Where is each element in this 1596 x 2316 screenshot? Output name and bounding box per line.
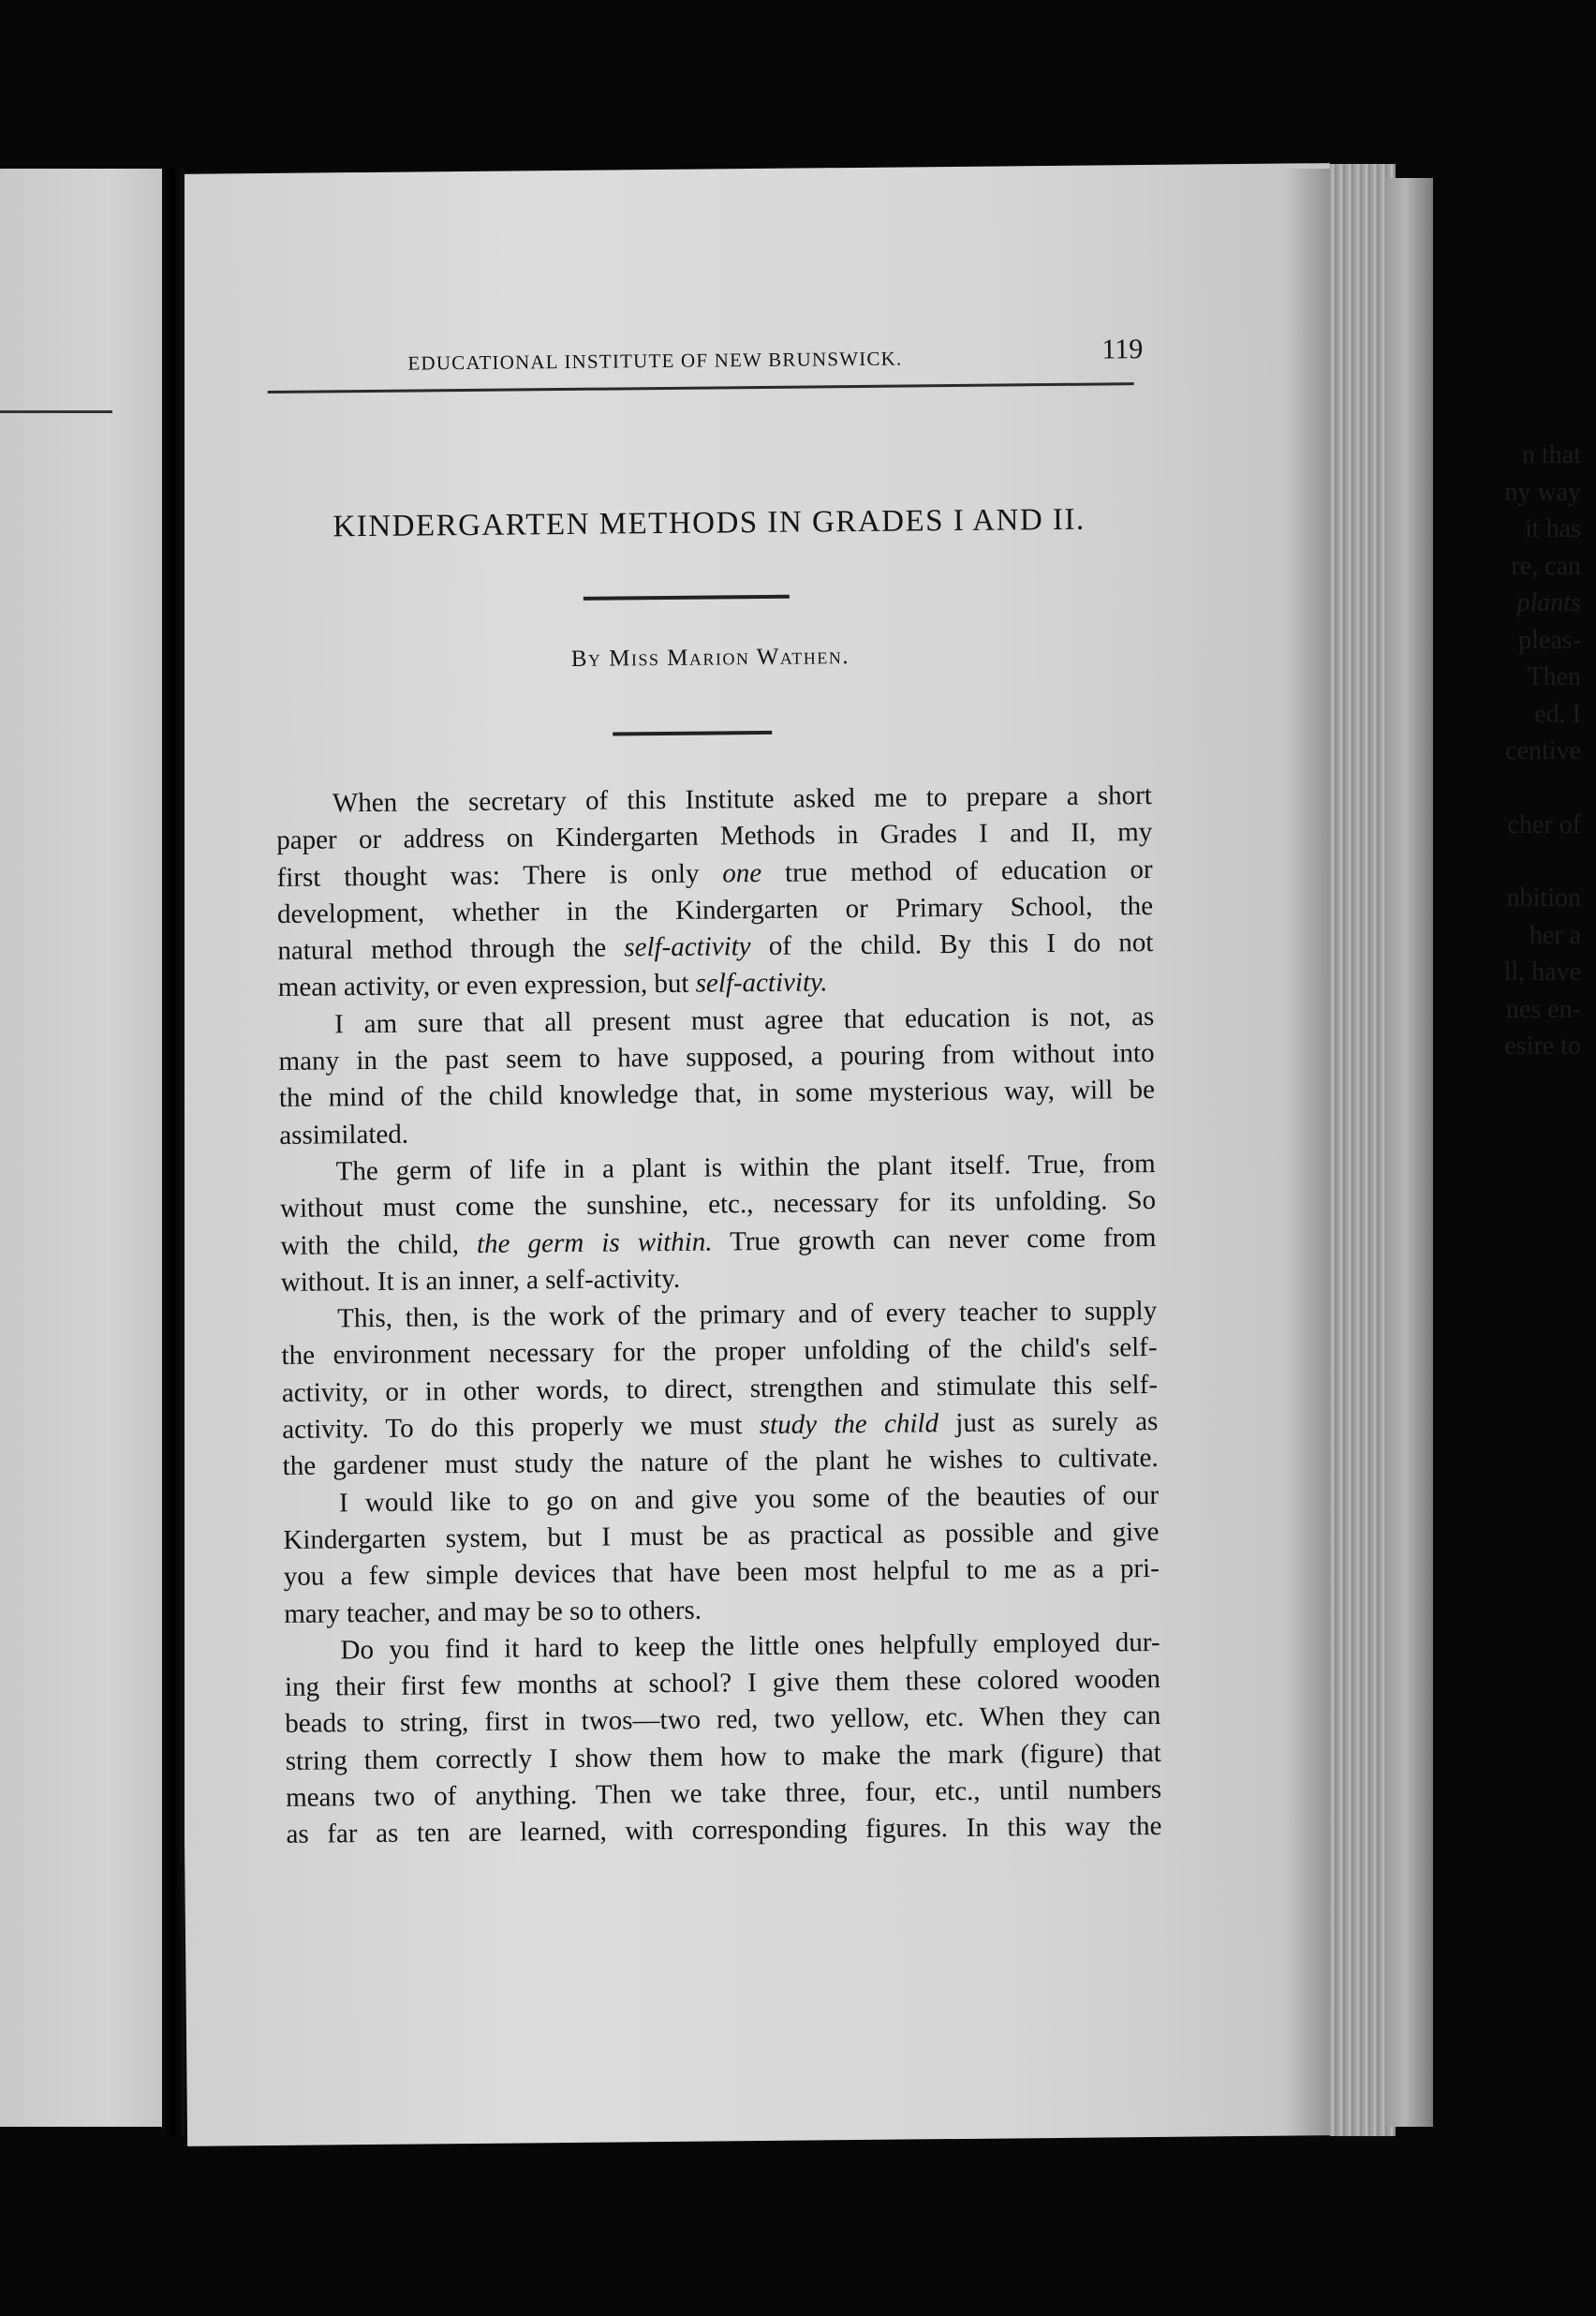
body-text: first thought was: There is only xyxy=(276,858,723,893)
book-cover-edge xyxy=(1386,178,1433,2127)
emphasis-text: self-activity. xyxy=(695,967,828,1000)
emphasis-text: self-activity xyxy=(624,931,751,963)
body-text: of the child. By this I do not xyxy=(750,928,1154,962)
body-text: I am sure that all present must agree that education is not, as xyxy=(334,1001,1155,1040)
body-text: When the secretary of this Institute asked me to prepare a short xyxy=(332,780,1153,819)
book-gutter xyxy=(162,169,185,2136)
previous-page-line: re, can xyxy=(1511,551,1581,581)
title-rule xyxy=(584,595,790,601)
running-head-title: EDUCATIONAL INSTITUTE OF NEW BRUNSWICK. xyxy=(407,347,903,375)
article-title: KINDERGARTEN METHODS IN GRADES I AND II. xyxy=(332,502,1086,544)
previous-page-line: pleas- xyxy=(1518,625,1581,655)
previous-page-line: ll, have xyxy=(1503,958,1581,987)
previous-page-line: it has xyxy=(1525,514,1581,543)
header-rule xyxy=(268,382,1134,393)
body-text: activity. To do this properly we must xyxy=(282,1410,760,1445)
emphasis-text: study the child xyxy=(759,1408,939,1441)
body-text: I would like to go on and give you some of the beauties of our xyxy=(338,1479,1160,1519)
body-text: as far as ten are learned, with corresponding figures. In this way the xyxy=(286,1811,1162,1850)
page-content xyxy=(272,315,1167,1916)
previous-page-line: n that xyxy=(1522,440,1581,469)
body-text: Do you find it hard to keep the little ones helpfully employed dur- xyxy=(340,1626,1160,1666)
body-text: string them correctly I show them how to make the mark (figure) that xyxy=(285,1737,1161,1776)
body-text: natural method through the xyxy=(277,932,625,967)
body-text: you a few simple devices that have been most helpful to me as a pri- xyxy=(283,1553,1160,1593)
body-text: the gardener must study the nature of the plant he wishes to cultivate. xyxy=(282,1443,1159,1482)
body-text: beads to string, first in twos—two red, two yellow, etc. When they can xyxy=(285,1700,1161,1740)
article-byline: By Miss Marion Wathen. xyxy=(570,644,850,672)
previous-page-line: Then xyxy=(1527,662,1581,691)
body-text: mary teacher, and may be so to others. xyxy=(284,1595,702,1629)
previous-page-line: ny way xyxy=(1504,477,1581,507)
page-number: 119 xyxy=(1101,334,1144,365)
body-line xyxy=(286,1808,1161,1853)
previous-page-line: her a xyxy=(1529,920,1581,950)
article-body xyxy=(276,778,1162,1854)
body-text: paper or address on Kindergarten Methods in Grades I and II, my xyxy=(276,817,1153,856)
previous-page-rule xyxy=(0,410,112,413)
body-text: without. It is an inner, a self-activity. xyxy=(280,1263,681,1298)
body-text: Kindergarten system, but I must be as practical as possible and give xyxy=(283,1516,1160,1555)
body-text: without must come the sunshine, etc., necessary for its unfolding. So xyxy=(279,1185,1157,1225)
body-text: the mind of the child knowledge that, in some mysterious way, will be xyxy=(278,1075,1156,1114)
body-text: the environment necessary for the proper unfolding of the child's self- xyxy=(281,1332,1158,1372)
body-text: activity, or in other words, to direct, strengthen and stimulate this self- xyxy=(281,1369,1159,1408)
emphasis-text: one xyxy=(722,857,762,888)
previous-page-line: nes en- xyxy=(1505,994,1581,1024)
previous-page-line: esire to xyxy=(1504,1032,1581,1061)
previous-page-fragment xyxy=(0,169,183,2127)
body-text: with the child, xyxy=(280,1228,478,1261)
running-head xyxy=(272,334,1143,383)
body-text: assimilated. xyxy=(279,1119,409,1151)
emphasis-text: the germ is within. xyxy=(476,1226,713,1259)
body-text: ing their first few months at school? I give them these colored wooden xyxy=(284,1664,1161,1703)
body-text: development, whether in the Kindergarten or Primary School, the xyxy=(276,890,1154,929)
previous-page-line: nbition xyxy=(1506,883,1581,913)
previous-page-line: cher of xyxy=(1507,809,1581,839)
body-text: The germ of life in a plant is within the plant itself. True, from xyxy=(335,1148,1156,1187)
body-text: many in the past seem to have supposed, a pouring from without into xyxy=(278,1038,1155,1077)
body-text: true method of education or xyxy=(761,854,1153,888)
body-text: means two of anything. Then we take three, four, etc., until numbers xyxy=(285,1774,1162,1813)
byline-rule xyxy=(613,731,772,736)
body-text: This, then, is the work of the primary and of every teacher to supply xyxy=(337,1296,1158,1334)
previous-page-line: centive xyxy=(1505,736,1581,765)
previous-page-line: ed. I xyxy=(1534,699,1581,729)
body-text: mean activity, or even expression, but xyxy=(277,969,696,1003)
body-text: True growth can never come from xyxy=(712,1222,1157,1257)
body-text: just as surely as xyxy=(938,1406,1159,1439)
previous-page-line: plants xyxy=(1516,588,1581,617)
